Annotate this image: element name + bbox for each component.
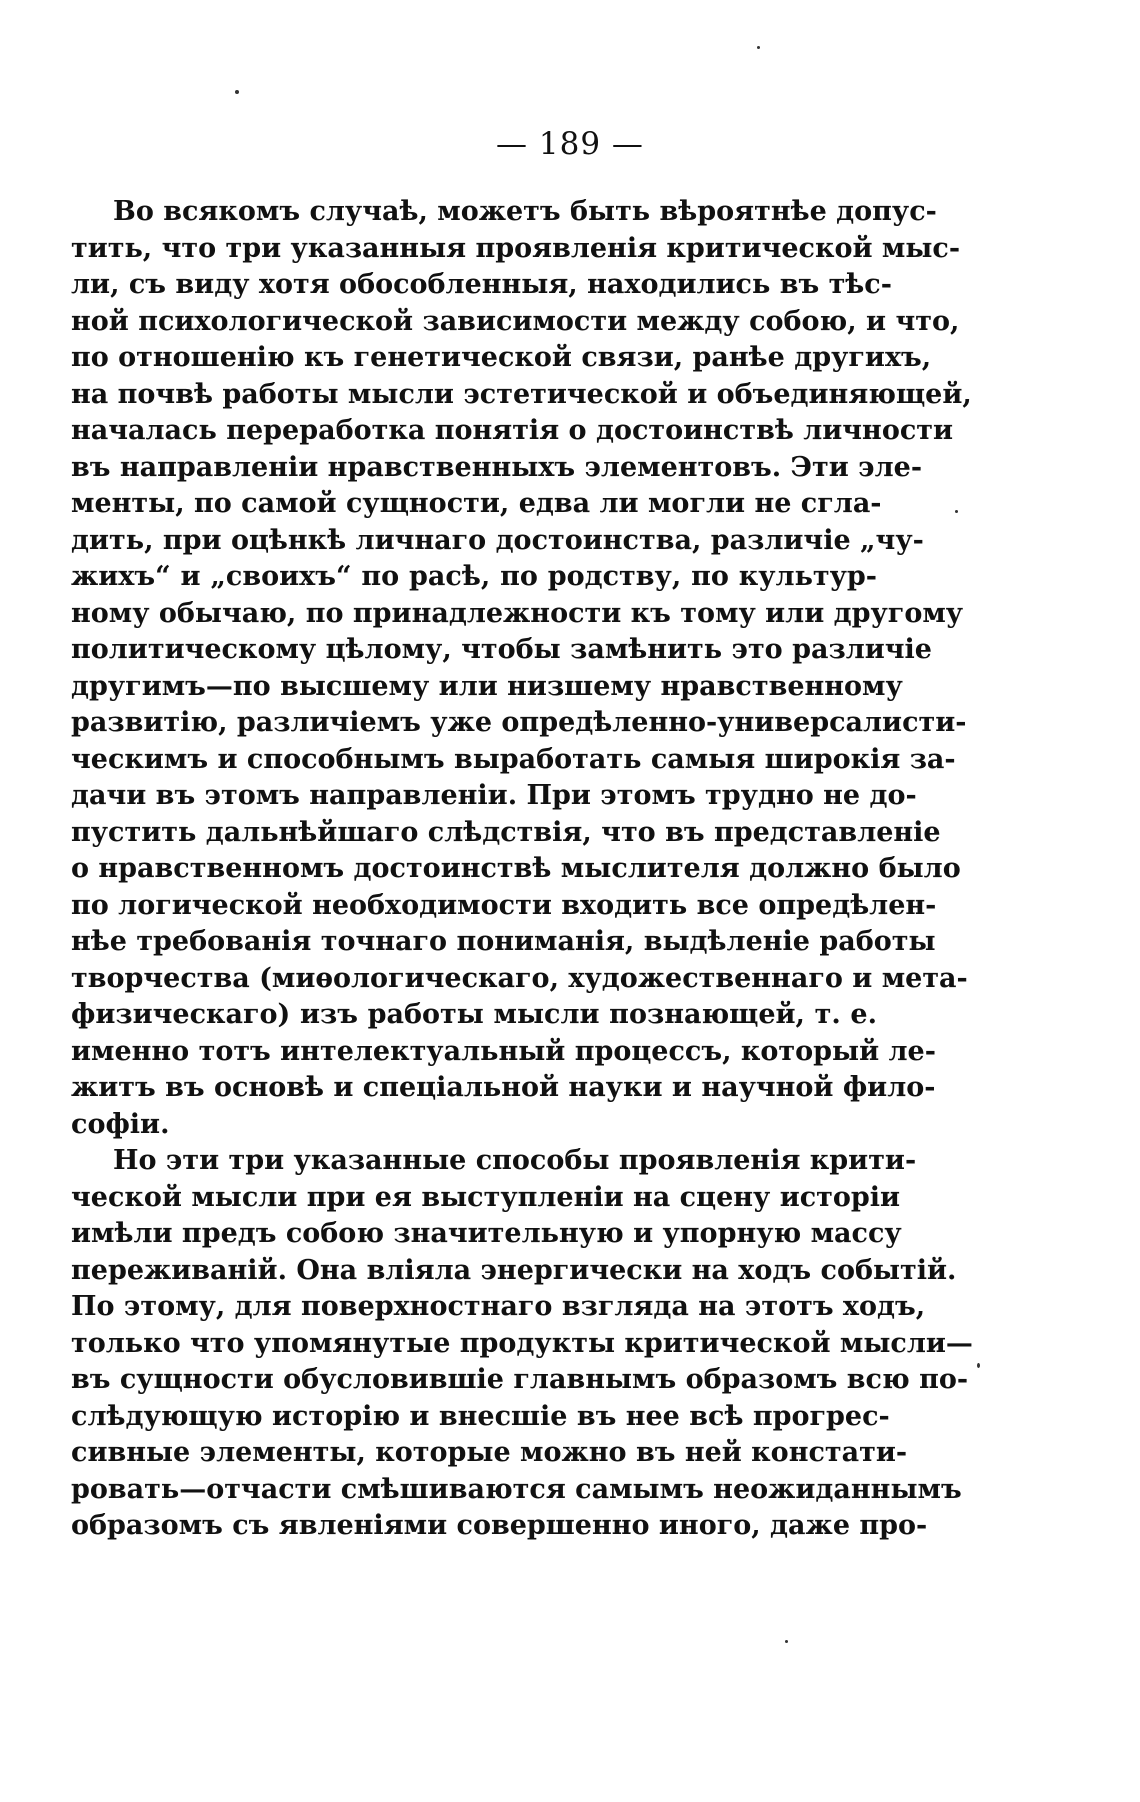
text-line: жихъ“ и „своихъ“ по расѣ, по родству, по культур- [71, 561, 877, 592]
text-line: образомъ съ явленіями совершенно иного, даже про- [71, 1510, 928, 1541]
text-line: именно тотъ интелектуальный процессъ, который ле- [71, 1035, 936, 1067]
text-line: пустить дальнѣйшаго слѣдствія, что въ представленіе [71, 816, 941, 848]
text-line: развитію, различіемъ уже опредѣленно-универсалисти- [71, 707, 967, 738]
text-line: ческимъ и способнымъ выработать самыя широкія за- [71, 743, 956, 775]
paper-speck [757, 46, 760, 49]
text-line: другимъ—по высшему или низшему нравственному [71, 670, 903, 702]
paragraph [71, 1143, 973, 1545]
text-line: только что упомянутые продукты критической мысли— [71, 1327, 973, 1359]
paper-speck [955, 510, 958, 513]
text-line: по логической необходимости входить все опредѣлен- [71, 889, 937, 921]
text-line: ному обычаю, по принадлежности къ тому или другому [71, 597, 964, 629]
text-line: началась переработка понятія о достоинствѣ личности [71, 415, 954, 446]
body-text [71, 194, 973, 1545]
paragraph [71, 194, 972, 1143]
text-line: По этому, для поверхностнаго взгляда на этотъ ходъ, [71, 1291, 926, 1322]
paper-speck [235, 90, 239, 94]
text-line: политическому цѣлому, чтобы замѣнить это различіе [71, 634, 932, 665]
text-line: дить, при оцѣнкѣ личнаго достоинства, различіе „чу- [71, 524, 924, 556]
text-line: тить, что три указанныя проявленія критической мыс- [71, 232, 961, 264]
text-line: ной психологической зависимости между собою, и что, [71, 305, 960, 337]
text-line: Во всякомъ случаѣ, можетъ быть вѣроятнѣе допус- [113, 196, 937, 227]
page-number: — 189 — [496, 126, 644, 162]
paper-speck [977, 1363, 980, 1368]
text-line: по отношенію къ генетической связи, ранѣе другихъ, [71, 342, 932, 373]
text-line: переживаній. Она вліяла энергически на ходъ событій. [71, 1254, 957, 1286]
text-line: слѣдующую исторію и внесшіе въ нее всѣ прогрес- [71, 1400, 890, 1432]
text-line: менты, по самой сущности, едва ли могли не сгла- [71, 488, 882, 519]
text-line: въ направленіи нравственныхъ элементовъ. Эти эле- [71, 451, 923, 483]
text-line: физическаго) изъ работы мысли познающей, т. е. [71, 999, 877, 1030]
text-line: ческой мысли при ея выступленіи на сцену исторіи [71, 1181, 901, 1213]
text-line: о нравственномъ достоинствѣ мыслителя должно было [71, 853, 961, 884]
text-line: сивные элементы, которые можно въ ней констати- [71, 1437, 908, 1468]
text-line: нѣе требованія точнаго пониманія, выдѣленіе работы [71, 926, 936, 957]
paper-speck [785, 1640, 788, 1643]
text-line: софіи. [71, 1108, 170, 1140]
text-line: ровать—отчасти смѣшиваются самымъ неожиданнымъ [71, 1473, 962, 1505]
text-line: творчества (миѳологическаго, художественнаго и мета- [71, 962, 968, 994]
text-line: Но эти три указанные способы проявленія крити- [113, 1145, 917, 1176]
text-line: имѣли предъ собою значительную и упорную массу [71, 1218, 902, 1249]
text-line: житъ въ основѣ и спеціальной науки и научной фило- [71, 1072, 936, 1103]
text-line: дачи въ этомъ направленіи. При этомъ трудно не до- [71, 780, 917, 811]
text-line: въ сущности обусловившіе главнымъ образомъ всю по- [71, 1364, 969, 1395]
text-line: на почвѣ работы мысли эстетической и объединяющей, [71, 378, 972, 410]
text-line: ли, съ виду хотя обособленныя, находились въ тѣс- [71, 269, 892, 300]
